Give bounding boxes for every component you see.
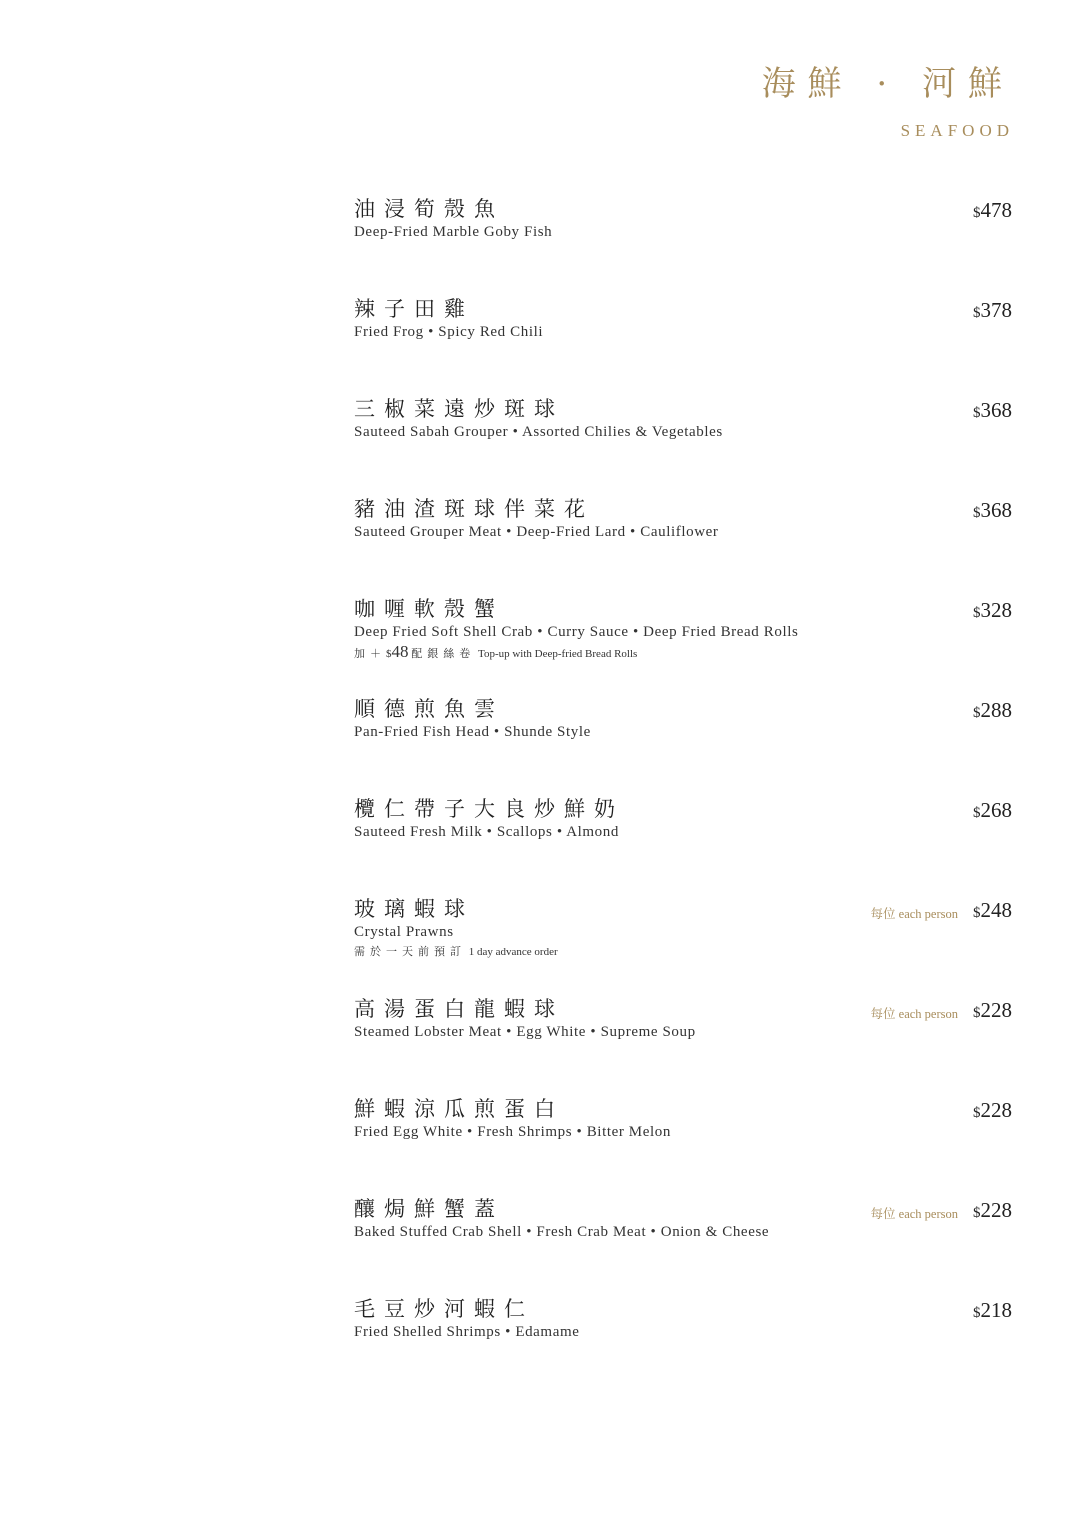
dish-note	[354, 644, 1014, 662]
dish-name-chinese: 毛豆炒河蝦仁	[354, 1297, 534, 1321]
note-english: 1 day advance order	[468, 946, 558, 958]
price-amount: 228	[980, 1198, 1012, 1222]
menu-item	[354, 190, 1014, 290]
note-prefix: 加＋	[354, 647, 386, 660]
price-amount: 228	[980, 998, 1012, 1022]
dish-price	[973, 998, 1012, 1023]
dish-price	[973, 1298, 1012, 1323]
price-amount: 248	[980, 898, 1012, 922]
dish-name-english: Sauteed Sabah Grouper • Assorted Chilies & Vegetables	[354, 424, 723, 440]
price-currency: $	[973, 705, 981, 721]
dish-price	[973, 698, 1012, 723]
dish-price	[973, 198, 1012, 223]
menu-item	[354, 590, 1014, 690]
section-title-chinese: 海鮮 · 河鮮	[761, 64, 1014, 104]
price-amount: 328	[980, 598, 1012, 622]
dish-name-english: Fried Shelled Shrimps • Edamame	[354, 1324, 580, 1340]
dish-name-english: Baked Stuffed Crab Shell • Fresh Crab Meat • Onion & Cheese	[354, 1224, 770, 1240]
price-currency: $	[973, 905, 981, 921]
price-currency: $	[973, 1205, 981, 1221]
dish-price	[973, 1098, 1012, 1123]
price-currency: $	[973, 505, 981, 521]
dish-name-english: Sauteed Fresh Milk • Scallops • Almond	[354, 824, 619, 840]
dish-name-chinese: 欖仁帶子大良炒鮮奶	[354, 797, 624, 821]
dish-price	[973, 1198, 1012, 1223]
dish-price	[973, 598, 1012, 623]
dish-name-english: Steamed Lobster Meat • Egg White • Supreme Soup	[354, 1024, 696, 1040]
dish-name-english: Pan-Fried Fish Head • Shunde Style	[354, 724, 591, 740]
dish-price	[973, 398, 1012, 423]
note-chinese: 配銀絲卷	[411, 647, 476, 660]
dish-name-chinese: 辣子田雞	[354, 297, 474, 321]
price-currency: $	[973, 1105, 981, 1121]
dish-name-chinese: 釀焗鮮蟹蓋	[354, 1197, 504, 1221]
price-amount: 218	[980, 1298, 1012, 1322]
dish-name-english: Sauteed Grouper Meat • Deep-Fried Lard • Cauliflower	[354, 524, 719, 540]
dish-price	[973, 498, 1012, 523]
dish-name-chinese: 油浸筍殼魚	[354, 197, 504, 221]
dish-name-english: Fried Frog • Spicy Red Chili	[354, 324, 544, 340]
menu-item	[354, 1190, 1014, 1290]
price-currency: $	[973, 205, 981, 221]
dish-name-chinese: 咖喱軟殼蟹	[354, 597, 504, 621]
price-amount: 378	[980, 298, 1012, 322]
dish-name-english: Crystal Prawns	[354, 924, 454, 940]
per-person-label: 每位 each person	[870, 1007, 958, 1021]
dish-name-chinese: 豬油渣斑球伴菜花	[354, 497, 594, 521]
dish-name-chinese: 順德煎魚雲	[354, 697, 504, 721]
price-amount: 228	[980, 1098, 1012, 1122]
menu-item	[354, 290, 1014, 390]
note-english: Top-up with Deep-fried Bread Rolls	[478, 648, 638, 660]
menu-item	[354, 690, 1014, 790]
menu-item	[354, 490, 1014, 590]
price-currency: $	[973, 1005, 981, 1021]
dish-name-english: Deep Fried Soft Shell Crab • Curry Sauce • Deep Fried Bread Rolls	[354, 624, 799, 640]
price-amount: 288	[980, 698, 1012, 722]
menu-item	[354, 390, 1014, 490]
dish-name-chinese: 高湯蛋白龍蝦球	[354, 997, 564, 1021]
menu-list	[354, 190, 1014, 1390]
menu-item	[354, 990, 1014, 1090]
dish-note	[354, 944, 1014, 960]
dish-name-english: Fried Egg White • Fresh Shrimps • Bitter Melon	[354, 1124, 671, 1140]
dish-name-chinese: 鮮蝦涼瓜煎蛋白	[354, 1097, 564, 1121]
note-amount: 48	[391, 642, 409, 661]
price-currency: $	[973, 805, 981, 821]
dish-price	[973, 898, 1012, 923]
dish-price	[973, 298, 1012, 323]
price-currency: $	[973, 305, 981, 321]
price-currency: $	[973, 605, 981, 621]
price-amount: 368	[980, 398, 1012, 422]
menu-item	[354, 1090, 1014, 1190]
price-currency: $	[973, 1305, 981, 1321]
menu-item	[354, 790, 1014, 890]
menu-item	[354, 890, 1014, 990]
per-person-label: 每位 each person	[870, 907, 958, 921]
dish-name-chinese: 玻璃蝦球	[354, 897, 474, 921]
note-currency: $	[386, 648, 392, 660]
menu-item	[354, 1290, 1014, 1390]
dish-name-chinese: 三椒菜遠炒斑球	[354, 397, 564, 421]
price-amount: 268	[980, 798, 1012, 822]
section-title-english: SEAFOOD	[900, 121, 1014, 140]
price-amount: 478	[980, 198, 1012, 222]
price-amount: 368	[980, 498, 1012, 522]
note-chinese: 需於一天前預訂	[354, 945, 466, 958]
price-currency: $	[973, 405, 981, 421]
per-person-label: 每位 each person	[870, 1207, 958, 1221]
dish-price	[973, 798, 1012, 823]
dish-name-english: Deep-Fried Marble Goby Fish	[354, 224, 553, 240]
